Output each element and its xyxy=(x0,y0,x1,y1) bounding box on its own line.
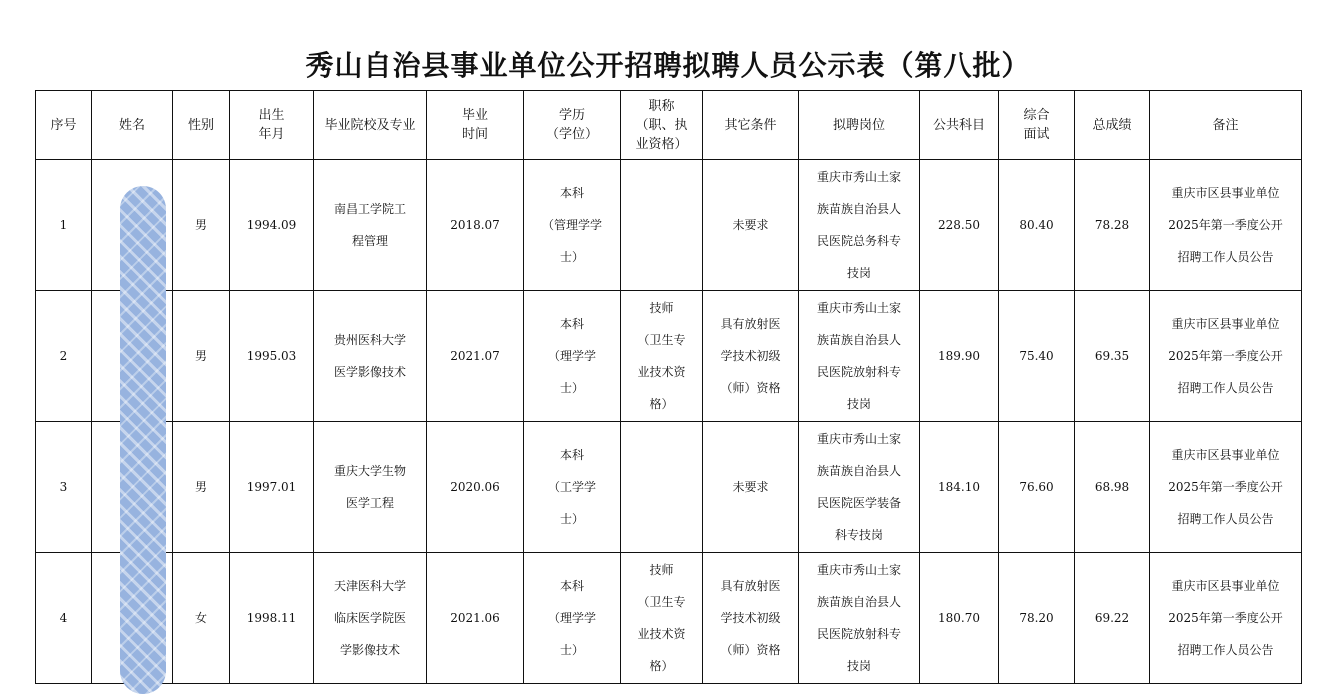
cell-school: 天津医科大学 临床医学院医 学影像技术 xyxy=(314,553,427,684)
page-title: 秀山自治县事业单位公开招聘拟聘人员公示表（第八批） xyxy=(305,49,1031,82)
header-name: 姓名 xyxy=(92,91,173,160)
cell-graduation: 2021.07 xyxy=(427,291,524,422)
cell-post: 重庆市秀山土家 族苗族自治县人 民医院总务科专 技岗 xyxy=(799,160,920,291)
cell-remarks: 重庆市区县事业单位 2025年第一季度公开 招聘工作人员公告 xyxy=(1150,160,1302,291)
cell-index: 3 xyxy=(36,422,92,553)
header-interview: 综合 面试 xyxy=(999,91,1075,160)
cell-education: 本科 （管理学学 士） xyxy=(524,160,621,291)
cell-birth: 1994.09 xyxy=(230,160,314,291)
cell-public-score: 184.10 xyxy=(920,422,999,553)
cell-total-score: 69.35 xyxy=(1075,291,1150,422)
cell-professional-title xyxy=(621,160,703,291)
header-professional-title: 职称 （职、执 业资格） xyxy=(621,91,703,160)
cell-post: 重庆市秀山土家 族苗族自治县人 民医院放射科专 技岗 xyxy=(799,291,920,422)
cell-remarks: 重庆市区县事业单位 2025年第一季度公开 招聘工作人员公告 xyxy=(1150,291,1302,422)
header-index: 序号 xyxy=(36,91,92,160)
header-graduation: 毕业 时间 xyxy=(427,91,524,160)
cell-remarks: 重庆市区县事业单位 2025年第一季度公开 招聘工作人员公告 xyxy=(1150,553,1302,684)
cell-birth: 1997.01 xyxy=(230,422,314,553)
cell-birth: 1998.11 xyxy=(230,553,314,684)
cell-public-score: 180.70 xyxy=(920,553,999,684)
cell-other-conditions: 具有放射医 学技术初级 （师）资格 xyxy=(703,291,799,422)
cell-interview: 76.60 xyxy=(999,422,1075,553)
cell-post: 重庆市秀山土家 族苗族自治县人 民医院医学装备 科专技岗 xyxy=(799,422,920,553)
table-row xyxy=(36,160,1302,291)
cell-index: 2 xyxy=(36,291,92,422)
header-public-score: 公共科目 xyxy=(920,91,999,160)
cell-school: 重庆大学生物 医学工程 xyxy=(314,422,427,553)
cell-birth: 1995.03 xyxy=(230,291,314,422)
cell-index: 1 xyxy=(36,160,92,291)
cell-professional-title xyxy=(621,422,703,553)
header-row xyxy=(36,91,1302,160)
cell-total-score: 78.28 xyxy=(1075,160,1150,291)
header-other-conditions: 其它条件 xyxy=(703,91,799,160)
header-gender: 性别 xyxy=(173,91,230,160)
cell-gender: 男 xyxy=(173,160,230,291)
header-school: 毕业院校及专业 xyxy=(314,91,427,160)
cell-education: 本科 （理学学 士） xyxy=(524,291,621,422)
cell-post: 重庆市秀山土家 族苗族自治县人 民医院放射科专 技岗 xyxy=(799,553,920,684)
cell-total-score: 69.22 xyxy=(1075,553,1150,684)
header-post: 拟聘岗位 xyxy=(799,91,920,160)
header-birth: 出生 年月 xyxy=(230,91,314,160)
cell-other-conditions: 具有放射医 学技术初级 （师）资格 xyxy=(703,553,799,684)
table-row xyxy=(36,422,1302,553)
cell-gender: 男 xyxy=(173,291,230,422)
header-remarks: 备注 xyxy=(1150,91,1302,160)
cell-gender: 男 xyxy=(173,422,230,553)
cell-education: 本科 （工学学 士） xyxy=(524,422,621,553)
cell-school: 贵州医科大学 医学影像技术 xyxy=(314,291,427,422)
cell-interview: 78.20 xyxy=(999,553,1075,684)
cell-graduation: 2021.06 xyxy=(427,553,524,684)
cell-professional-title: 技师 （卫生专 业技术资 格） xyxy=(621,291,703,422)
cell-public-score: 228.50 xyxy=(920,160,999,291)
table-row xyxy=(36,291,1302,422)
cell-education: 本科 （理学学 士） xyxy=(524,553,621,684)
cell-index: 4 xyxy=(36,553,92,684)
cell-graduation: 2018.07 xyxy=(427,160,524,291)
cell-gender: 女 xyxy=(173,553,230,684)
cell-other-conditions: 未要求 xyxy=(703,160,799,291)
cell-remarks: 重庆市区县事业单位 2025年第一季度公开 招聘工作人员公告 xyxy=(1150,422,1302,553)
header-education: 学历 （学位） xyxy=(524,91,621,160)
cell-public-score: 189.90 xyxy=(920,291,999,422)
cell-school: 南昌工学院工 程管理 xyxy=(314,160,427,291)
name-redaction-overlay xyxy=(120,186,166,694)
cell-graduation: 2020.06 xyxy=(427,422,524,553)
table-row xyxy=(36,553,1302,684)
applicant-table xyxy=(35,90,1302,684)
cell-interview: 80.40 xyxy=(999,160,1075,291)
cell-professional-title: 技师 （卫生专 业技术资 格） xyxy=(621,553,703,684)
cell-interview: 75.40 xyxy=(999,291,1075,422)
cell-other-conditions: 未要求 xyxy=(703,422,799,553)
cell-total-score: 68.98 xyxy=(1075,422,1150,553)
header-total-score: 总成绩 xyxy=(1075,91,1150,160)
